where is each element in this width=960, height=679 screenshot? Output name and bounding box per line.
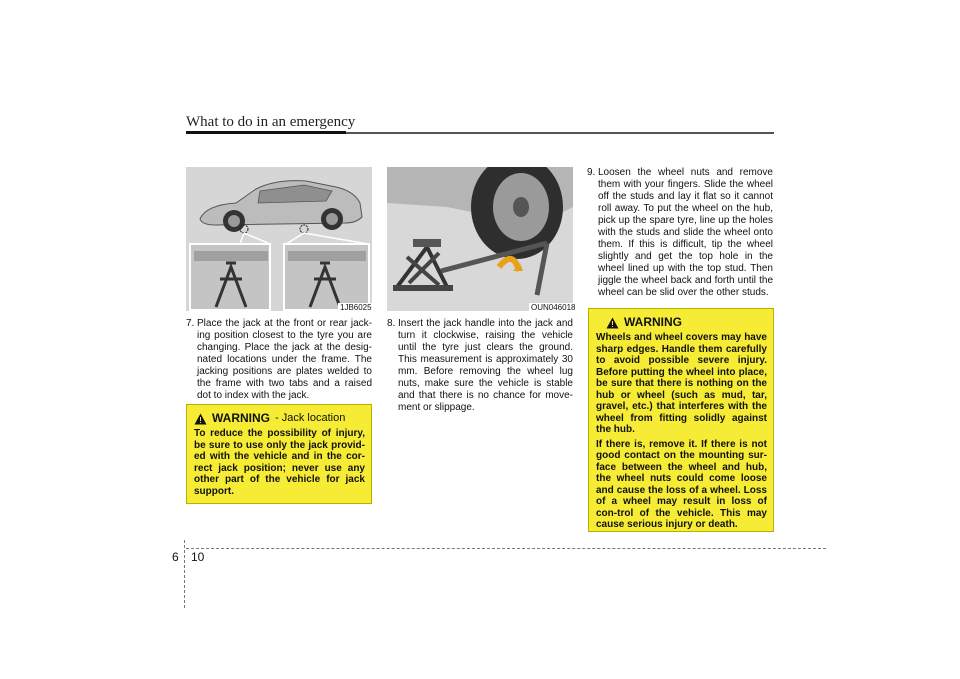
warning-title: WARNING bbox=[212, 411, 270, 426]
step-number: 9. bbox=[587, 167, 596, 178]
jack-handle-turning-illustration bbox=[387, 167, 573, 311]
step-number: 7. bbox=[186, 318, 195, 329]
figure-code: OUN046018 bbox=[531, 303, 576, 312]
footer-vertical-rule bbox=[184, 540, 185, 608]
step-text: Insert the jack handle into the jack and turn it clockwise, raising the vehicle until the tyre just clears the ground. This measurement is approximately 30 mm. Before removing the wheel lug nuts, make sure the vehicle is stable and that there is no chance for move-ment or slippage. bbox=[398, 318, 573, 413]
warning-text: Wheels and wheel covers may have sharp edges. Handle them carefully to avoid possible severe injury. Before putting the wheel into place, be sure that there is nothing on the hub or wheel (such as mud, tar, gravel, etc.) that interferes with the wheel from fitting solidly against the hub. bbox=[596, 332, 767, 435]
step-8 bbox=[387, 318, 573, 414]
warning-box-jack-location bbox=[186, 404, 372, 504]
footer-rule bbox=[186, 548, 826, 549]
step-text: Place the jack at the front or rear jack-ing position closest to the tyre you are changing. Place the jack at the desig-nated locations under the frame. The jacking positions are plates welded to the frame with two tabs and a raised dot to index with the jack. bbox=[197, 318, 372, 401]
page-number: 10 bbox=[191, 550, 205, 564]
warning-triangle-icon bbox=[194, 413, 207, 425]
warning-box-wheels bbox=[588, 308, 774, 532]
chapter-number: 6 bbox=[172, 550, 179, 564]
step-number: 8. bbox=[387, 318, 396, 329]
warning-subtitle: - Jack location bbox=[275, 412, 346, 425]
warning-title: WARNING bbox=[624, 315, 682, 330]
car-jacking-points-illustration bbox=[186, 167, 372, 311]
warning-text: If there is, remove it. If there is not good contact on the mounting sur-face between the wheel and hub, the wheel nuts could come loose and cause the loss of a wheel. Loss of a wheel may result in loss of con-trol of the vehicle. This may cause serious injury or death. bbox=[596, 438, 767, 530]
step-text: Loosen the wheel nuts and remove them with your fingers. Slide the wheel off the studs and lay it flat so it cannot roll away. To put the wheel on the hub, pick up the spare tyre, line up the holes with the studs and slide the wheel onto them. If this is difficult, tip the wheel slightly and get the top hole in the wheel lined up with the top stud. Then jiggle the wheel back and forth until the wheel can be slid over the other studs. bbox=[598, 167, 773, 298]
step-7 bbox=[186, 318, 372, 402]
figure-jack-handle bbox=[387, 167, 573, 311]
warning-header bbox=[194, 413, 365, 425]
figure-jacking-points bbox=[186, 167, 372, 311]
header-rule-accent bbox=[186, 131, 346, 134]
warning-triangle-icon bbox=[606, 317, 619, 329]
step-9 bbox=[587, 167, 773, 299]
section-title: What to do in an emergency bbox=[186, 114, 356, 130]
warning-header bbox=[596, 317, 767, 329]
warning-text: To reduce the possibility of injury, be sure to use only the jack provid-ed with the vehicle and in the cor-rect jack position; never use any other part of the vehicle for jack support. bbox=[194, 428, 365, 497]
figure-code: 1JB6025 bbox=[340, 303, 372, 312]
